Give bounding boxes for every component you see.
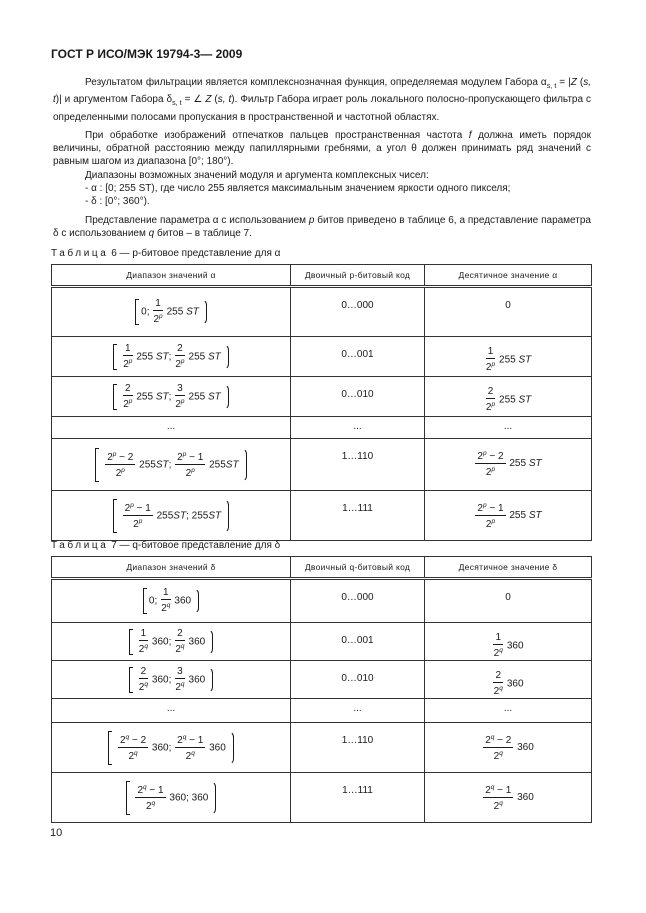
code-cell: 1…111	[291, 773, 425, 823]
code-cell: 0…001	[291, 623, 425, 661]
table-row	[52, 661, 592, 699]
range-cell: 0; $\frac{1}{2^q}$ 360	[52, 579, 291, 623]
list-item-alpha: - α : [0; 255 ST), где число 255 является максимальным значением яркости одного пикселя;	[85, 183, 511, 195]
column-header: Диапазон значений α	[52, 265, 291, 287]
value-cell: $\frac{2^p - 2}{2^p}$ 255 ST	[425, 439, 592, 491]
column-header: Десятичное значение δ	[425, 557, 592, 579]
range-cell: $\frac{2^q - 1}{2^q}$ 360; 360	[52, 773, 291, 823]
range-cell: $\frac{1}{2^p}$ 255 ST; $\frac{2}{2^p}$ 255 ST	[52, 337, 291, 377]
page-number: 10	[50, 827, 63, 839]
table-row	[52, 377, 592, 417]
table-row	[52, 491, 592, 541]
table-row	[52, 699, 592, 723]
table-row	[52, 439, 592, 491]
table-header-row	[52, 265, 592, 287]
table-row	[52, 417, 592, 439]
code-cell: 1…110	[291, 439, 425, 491]
table-row	[52, 773, 592, 823]
table-row	[52, 579, 592, 623]
table-row	[52, 623, 592, 661]
table6	[51, 264, 592, 541]
range-cell: ...	[52, 417, 291, 439]
value-cell: $\frac{2^p - 1}{2^p}$ 255 ST	[425, 491, 592, 541]
value-cell: $\frac{2}{2^q}$ 360	[425, 661, 592, 699]
value-cell: $\frac{2}{2^p}$ 255 ST	[425, 377, 592, 417]
value-cell: 0	[425, 287, 592, 337]
value-cell: 0	[425, 579, 592, 623]
column-header: Десятичное значение α	[425, 265, 592, 287]
code-cell: 0…001	[291, 337, 425, 377]
code-cell: ...	[291, 417, 425, 439]
column-header: Двоичный q-битовый код	[291, 557, 425, 579]
code-cell: ...	[291, 699, 425, 723]
code-cell: 1…110	[291, 723, 425, 773]
paragraph-frequency: При обработке изображений отпечатков пальцев пространственная частота f должна иметь порядок величины, обратной расстоянию между папиллярными гребнями, а угол θ должен принимать ряд значений с равным шагом из диапазона [0°; 180°).	[53, 129, 591, 168]
value-cell: $\frac{2^q - 1}{2^q}$ 360	[425, 773, 592, 823]
column-header: Двоичный p-битовый код	[291, 265, 425, 287]
range-cell: $\frac{2^p - 1}{2^p}$ 255ST; 255ST	[52, 491, 291, 541]
code-cell: 1…111	[291, 491, 425, 541]
table-row	[52, 287, 592, 337]
value-cell: ...	[425, 417, 592, 439]
range-cell: $\frac{2^q - 2}{2^q}$ 360; $\frac{2^q - 1}{2^q}$ 360	[52, 723, 291, 773]
range-cell: $\frac{1}{2^q}$ 360; $\frac{2}{2^q}$ 360	[52, 623, 291, 661]
table7-caption: Таблица 7 — q-битовое представление для δ	[51, 540, 281, 551]
paragraph-gabor: Результатом фильтрации является комплекснозначная функция, определяемая модулем Габора $\alpha_{s, t} = |Z$ (s, t)| и аргументом Габора $\delta_{s, t}$ = ∠ Z (s, t). Фильтр Габора играет роль локального полосно-пропускающего фильтра с определенными полосами пропускания в пространственной и частотной областях.	[53, 77, 592, 123]
range-cell: $\frac{2}{2^p}$ 255 ST; $\frac{3}{2^p}$ 255 ST	[52, 377, 291, 417]
code-cell: 0…010	[291, 661, 425, 699]
range-cell: ...	[52, 699, 291, 723]
value-cell: $\frac{2^q - 2}{2^q}$ 360	[425, 723, 592, 773]
value-cell: $\frac{1}{2^q}$ 360	[425, 623, 592, 661]
table6-caption: Таблица 6 — p-битовое представление для α	[51, 248, 281, 259]
list-item-delta: - δ : [0°; 360°).	[85, 196, 150, 208]
value-cell: $\frac{1}{2^p}$ 255 ST	[425, 337, 592, 377]
body-text	[53, 76, 591, 240]
range-cell: $\frac{2}{2^q}$ 360; $\frac{3}{2^q}$ 360	[52, 661, 291, 699]
code-cell: 0…010	[291, 377, 425, 417]
value-cell: ...	[425, 699, 592, 723]
paragraph-representation: Представление параметра α с использованием p битов приведено в таблице 6, а представление параметра δ с использованием q битов – в таблице 7.	[53, 214, 591, 239]
column-header: Диапазон значений δ	[52, 557, 291, 579]
range-cell: $\frac{2^p - 2}{2^p}$ 255ST; $\frac{2^p - 1}{2^p}$ 255ST	[52, 439, 291, 491]
range-cell: 0; $\frac{1}{2^p}$ 255 ST	[52, 287, 291, 337]
table-row	[52, 337, 592, 377]
code-cell: 0…000	[291, 287, 425, 337]
paragraph-ranges: Диапазоны возможных значений модуля и аргумента комплексных чисел:	[85, 169, 429, 181]
code-cell: 0…000	[291, 579, 425, 623]
table-header-row	[52, 557, 592, 579]
table-row	[52, 723, 592, 773]
document-header: ГОСТ Р ИСО/МЭК 19794-3— 2009	[51, 47, 243, 61]
table7	[51, 556, 592, 823]
